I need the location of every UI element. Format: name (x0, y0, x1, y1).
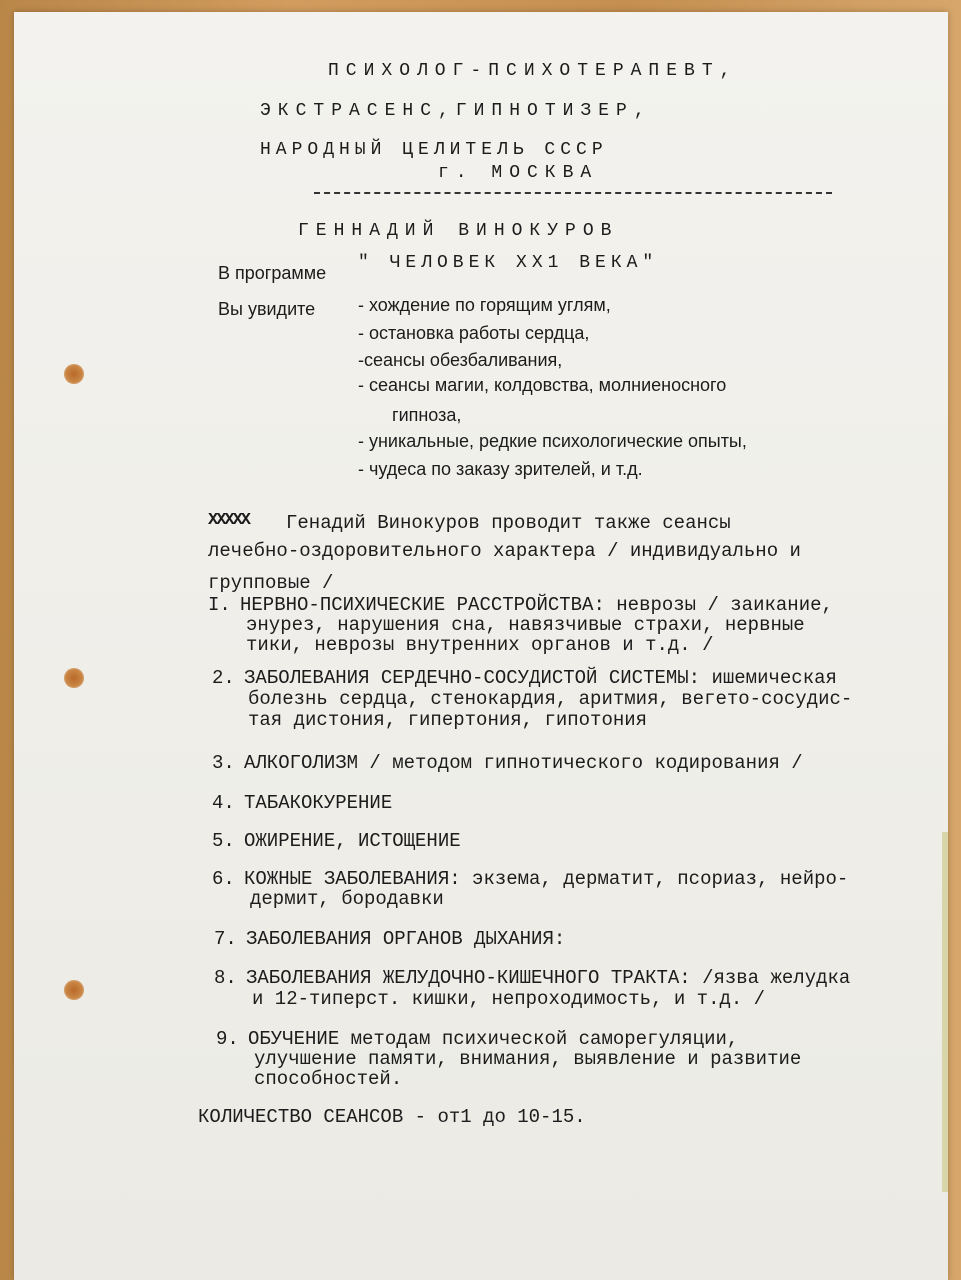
performer-name: ГЕННАДИЙ ВИНОКУРОВ (298, 221, 619, 241)
you-see-item: - чудеса по заказу зрителей, и т.д. (358, 459, 643, 479)
paper-edge (942, 832, 948, 1192)
intro-line-2: лечебно-оздоровительного характера / индивидуально и (208, 540, 801, 562)
paper-sheet (14, 12, 948, 1280)
item-line: тики, неврозы внутренних органов и т.д. / (246, 634, 714, 656)
item-line: и 12-типерст. кишки, непроходимость, и т.д. / (252, 988, 766, 1010)
punch-hole (64, 980, 84, 1000)
you-see-item: - остановка работы сердца, (358, 323, 590, 343)
list-item (212, 752, 803, 774)
item-line: ТАБАКОКУРЕНИЕ (244, 792, 393, 814)
sessions-count: КОЛИЧЕСТВО СЕАНСОВ - от1 до 10-15. (198, 1106, 586, 1128)
you-see-item: - сеансы магии, колдовства, молниеносного (358, 375, 727, 395)
list-item (216, 1028, 738, 1050)
list-item (214, 967, 850, 989)
item-line: улучшение памяти, внимания, выявление и развитие (254, 1048, 802, 1070)
you-see-label: Вы увидите (218, 299, 316, 319)
item-line: АЛКОГОЛИЗМ / методом гипнотического кодирования / (244, 752, 803, 774)
item-number: 2. (212, 667, 235, 689)
list-item (212, 868, 848, 890)
item-line: болезнь сердца, стенокардия, аритмия, вегето-сосудис- (248, 688, 853, 710)
intro-line-1: Генадий Винокуров проводит также сеансы (286, 512, 731, 534)
you-see-item: -сеансы обезбаливания, (358, 350, 563, 370)
struck-out-text: XXXXX (208, 511, 250, 530)
item-line: ЗАБОЛЕВАНИЯ СЕРДЕЧНО-СОСУДИСТОЙ СИСТЕМЫ: ишемическая (244, 667, 837, 689)
you-see-item: - хождение по горящим углям, (358, 295, 611, 315)
item-line: дермит, бородавки (250, 888, 444, 910)
punch-hole (64, 668, 84, 688)
item-number: 5. (212, 830, 235, 852)
list-item (212, 667, 837, 689)
item-line: ОБУЧЕНИЕ методам психической саморегуляции, (248, 1028, 739, 1050)
divider-rule (314, 192, 832, 194)
list-item (214, 928, 565, 950)
header-line-1: ПСИХОЛОГ-ПСИХОТЕРАПЕВТ, (328, 61, 738, 81)
intro-line-3: групповые / (208, 572, 334, 594)
item-line: КОЖНЫЕ ЗАБОЛЕВАНИЯ: экзема, дерматит, псориаз, нейро- (244, 868, 849, 890)
item-number: 9. (216, 1028, 239, 1050)
item-line: тая дистония, гипертония, гипотония (248, 709, 648, 731)
item-number: 8. (214, 967, 237, 989)
header-line-3: НАРОДНЫЙ ЦЕЛИТЕЛЬ СССР (260, 140, 608, 160)
list-item (212, 830, 461, 852)
item-line: энурез, нарушения сна, навязчивые страхи, нервные (246, 614, 805, 636)
item-line: ЗАБОЛЕВАНИЯ ОРГАНОВ ДЫХАНИЯ: (246, 928, 566, 950)
item-number: 7. (214, 928, 237, 950)
list-item (212, 792, 392, 814)
item-line: способностей. (254, 1068, 403, 1090)
you-see-item: - уникальные, редкие психологические опыты, (358, 431, 747, 451)
you-see-item: гипноза, (392, 405, 462, 425)
header-line-2: ЭКСТРАСЕНС,ГИПНОТИЗЕР, (260, 101, 652, 121)
item-line: ЗАБОЛЕВАНИЯ ЖЕЛУДОЧНО-КИШЕЧНОГО ТРАКТА: /язва желудка (246, 967, 851, 989)
punch-hole (64, 364, 84, 384)
item-number: 3. (212, 752, 235, 774)
program-label: В программе (218, 263, 327, 283)
item-number: 4. (212, 792, 235, 814)
item-line: ОЖИРЕНИЕ, ИСТОЩЕНИЕ (244, 830, 461, 852)
list-item (208, 594, 833, 616)
header-line-4: г. МОСКВА (438, 163, 599, 183)
item-line: НЕРВНО-ПСИХИЧЕСКИЕ РАССТРОЙСТВА: неврозы / заикание, (240, 594, 833, 616)
program-title: " ЧЕЛОВЕК XX1 ВЕКА" (358, 253, 659, 273)
item-number: 6. (212, 868, 235, 890)
item-number: I. (208, 594, 231, 616)
